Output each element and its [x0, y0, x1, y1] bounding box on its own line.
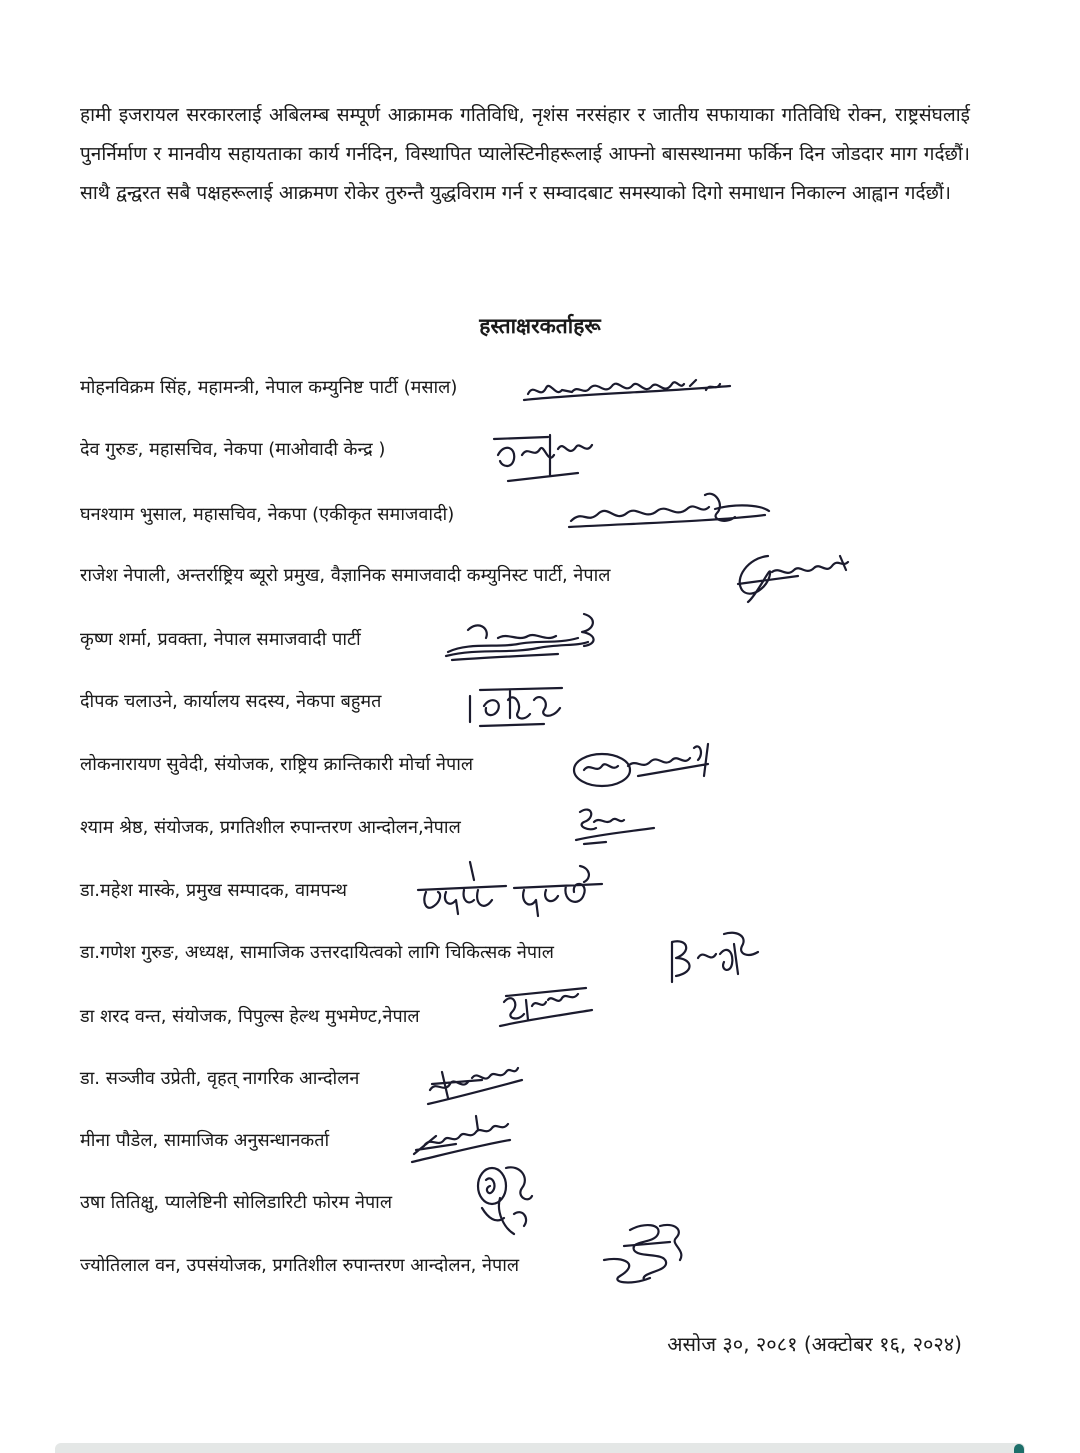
- signature-mark: [488, 425, 608, 485]
- signature-mark: [520, 372, 735, 408]
- signatory-row: डा.गणेश गुरुङ, अध्यक्ष, सामाजिक उत्तरदायित्वको लागि चिकित्सक नेपाल: [80, 942, 554, 963]
- signature-mark: [422, 1052, 526, 1114]
- signature-mark: [412, 856, 608, 926]
- signatory-row: डा शरद वन्त, संयोजक, पिपुल्स हेल्थ मुभमेण्ट,नेपाल: [80, 1006, 420, 1027]
- intro-paragraph: हामी इजरायल सरकारलाई अबिलम्ब सम्पूर्ण आक्रामक गतिविधि, नृशंस नरसंहार र जातीय सफायाका गतिविधि रोक्न, राष्ट्रसंघलाई पुनर्निर्माण र मानवीय सहायताका कार्य गर्नदिन, विस्थापित प्यालेस्टिनीहरूलाई आफ्नो बासस्थानमा फर्किन दिन जोडदार माग गर्दछौं। साथै द्वन्द्वरत सबै पक्षहरूलाई आक्रमण रोकेर तुरुन्तै युद्धविराम गर्न र सम्वादबाट समस्याको दिगो समाधान निकाल्न आह्वान गर्दछौं।: [80, 104, 970, 204]
- scroll-bar[interactable]: [55, 1443, 1025, 1453]
- signature-mark: [728, 548, 860, 606]
- signatory-row: डा.महेश मास्के, प्रमुख सम्पादक, वामपन्थ: [80, 880, 348, 901]
- signature-mark: [568, 736, 723, 794]
- signatory-row: दीपक चलाउने, कार्यालय सदस्य, नेकपा बहुमत: [80, 691, 382, 712]
- signature-mark: [565, 485, 775, 535]
- signature-mark: [658, 924, 768, 990]
- signatory-row: उषा तितिक्षु, प्यालेष्टिनी सोलिडारिटी फोरम नेपाल: [80, 1192, 393, 1213]
- signatory-row: कृष्ण शर्मा, प्रवक्ता, नेपाल समाजवादी पार्टी: [80, 629, 361, 650]
- signatory-row: श्याम श्रेष्ठ, संयोजक, प्रगतिशील रुपान्तरण आन्दोलन,नेपाल: [80, 817, 461, 838]
- signature-mark: [566, 800, 658, 848]
- signature-mark: [600, 1216, 694, 1292]
- signatory-row: घनश्याम भुसाल, महासचिव, नेकपा (एकीकृत समाजवादी): [80, 504, 455, 525]
- signatory-row: राजेश नेपाली, अन्तर्राष्ट्रिय ब्यूरो प्रमुख, वैज्ञानिक समाजवादी कम्युनिस्ट पार्टी, नेपाल: [80, 565, 611, 586]
- document-date: असोज ३०, २०८१ (अक्टोबर १६, २०२४): [667, 1332, 962, 1356]
- scroll-indicator: [1014, 1444, 1024, 1453]
- signature-mark: [464, 678, 569, 730]
- signatory-row: मीना पौडेल, सामाजिक अनुसन्धानकर्ता: [80, 1130, 330, 1151]
- signatory-row: लोकनारायण सुवेदी, संयोजक, राष्ट्रिय क्रान्तिकारी मोर्चा नेपाल: [80, 754, 474, 775]
- signature-mark: [470, 1158, 546, 1240]
- signatory-row: मोहनविक्रम सिंह, महामन्त्री, नेपाल कम्युनिष्ट पार्टी (मसाल): [80, 377, 458, 398]
- signatories-heading: हस्ताक्षरकर्ताहरू: [479, 314, 601, 338]
- signature-mark: [496, 980, 596, 1036]
- signature-mark: [438, 608, 608, 666]
- signatory-row: देव गुरुङ, महासचिव, नेकपा (माओवादी केन्द्र ): [80, 439, 386, 460]
- signatory-row: डा. सञ्जीव उप्रेती, वृहत् नागरिक आन्दोलन: [80, 1068, 360, 1089]
- signatory-row: ज्योतिलाल वन, उपसंयोजक, प्रगतिशील रुपान्तरण आन्दोलन, नेपाल: [80, 1255, 520, 1276]
